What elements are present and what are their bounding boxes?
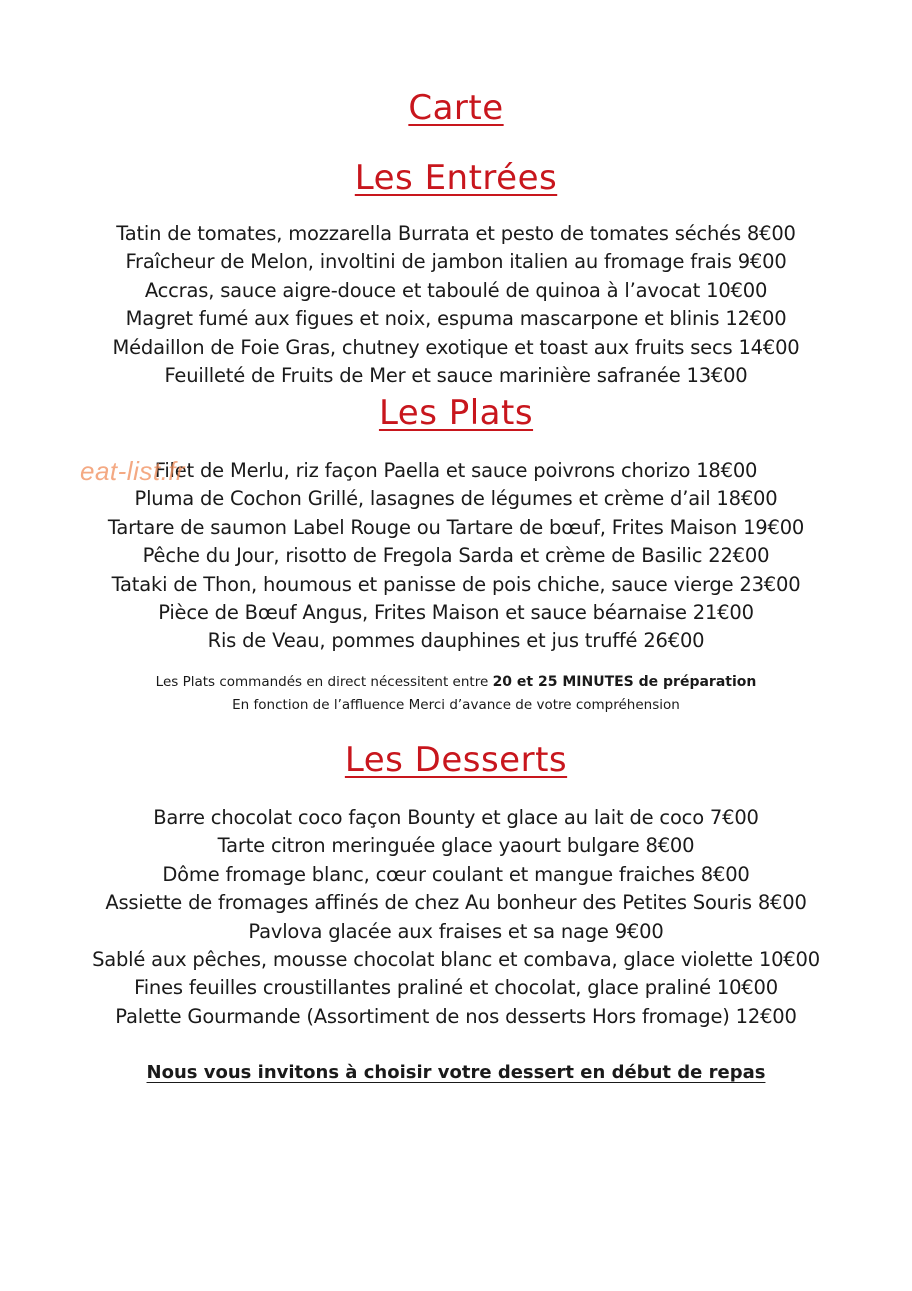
list-item: Pluma de Cochon Grillé, lasagnes de légumes et crème d’ail 18€00	[134, 487, 778, 511]
list-item: Pêche du Jour, risotto de Fregola Sarda et crème de Basilic 22€00	[142, 544, 770, 568]
list-item: Filet de Merlu, riz façon Paella et sauce poivrons chorizo 18€00	[154, 459, 758, 482]
desserts-list	[0, 804, 912, 1031]
plats-list	[0, 457, 912, 656]
page-title: Carte	[408, 88, 504, 128]
list-item: Palette Gourmande (Assortiment de nos desserts Hors fromage) 12€00	[115, 1004, 797, 1028]
list-item: Feuilleté de Fruits de Mer et sauce marinière safranée 13€00	[164, 363, 748, 387]
list-item: Assiette de fromages affinés de chez Au bonheur des Petites Souris 8€00	[105, 891, 807, 915]
list-item: Ris de Veau, pommes dauphines et jus truffé 26€00	[207, 629, 705, 653]
list-item: Fraîcheur de Melon, involtini de jambon italien au fromage frais 9€00	[125, 250, 787, 274]
list-item: Accras, sauce aigre-douce et taboulé de quinoa à l’avocat 10€00	[144, 278, 768, 302]
section-heading-desserts: Les Desserts	[344, 740, 568, 780]
list-item: Tartare de saumon Label Rouge ou Tartare de bœuf, Frites Maison 19€00	[107, 515, 805, 539]
preparation-time: 20 et 25 MINUTES de préparation	[492, 674, 757, 690]
list-item: Médaillon de Foie Gras, chutney exotique et toast aux fruits secs 14€00	[112, 335, 800, 359]
list-item: Magret fumé aux figues et noix, espuma mascarpone et blinis 12€00	[125, 307, 787, 331]
preparation-note	[0, 674, 912, 690]
list-item: Tarte citron meringuée glace yaourt bulgare 8€00	[217, 834, 695, 858]
list-item: Tatin de tomates, mozzarella Burrata et pesto de tomates séchés 8€00	[116, 222, 796, 245]
affluence-note: En fonction de l’affluence Merci d’avance de votre compréhension	[232, 697, 680, 713]
list-item: Sablé aux pêches, mousse chocolat blanc et combava, glace violette 10€00	[92, 947, 820, 971]
list-item: Fines feuilles croustillantes praliné et chocolat, glace praliné 10€00	[134, 976, 778, 1000]
entrees-list	[0, 220, 912, 390]
preparation-note-text: Les Plats commandés en direct nécessitent entre	[155, 674, 493, 690]
list-item: Pièce de Bœuf Angus, Frites Maison et sauce béarnaise 21€00	[158, 600, 754, 624]
watermark: eat-list.fr	[80, 456, 186, 486]
section-heading-plats: Les Plats	[378, 393, 534, 433]
section-heading-entrees: Les Entrées	[354, 158, 558, 198]
list-item: Pavlova glacée aux fraises et sa nage 9€00	[248, 919, 664, 943]
list-item: Tataki de Thon, houmous et panisse de pois chiche, sauce vierge 23€00	[111, 572, 801, 596]
dessert-advice-note: Nous vous invitons à choisir votre dessert en début de repas	[146, 1062, 766, 1083]
list-item: Barre chocolat coco façon Bounty et glace au lait de coco 7€00	[153, 806, 759, 829]
list-item: Dôme fromage blanc, cœur coulant et mangue fraiches 8€00	[162, 862, 750, 886]
